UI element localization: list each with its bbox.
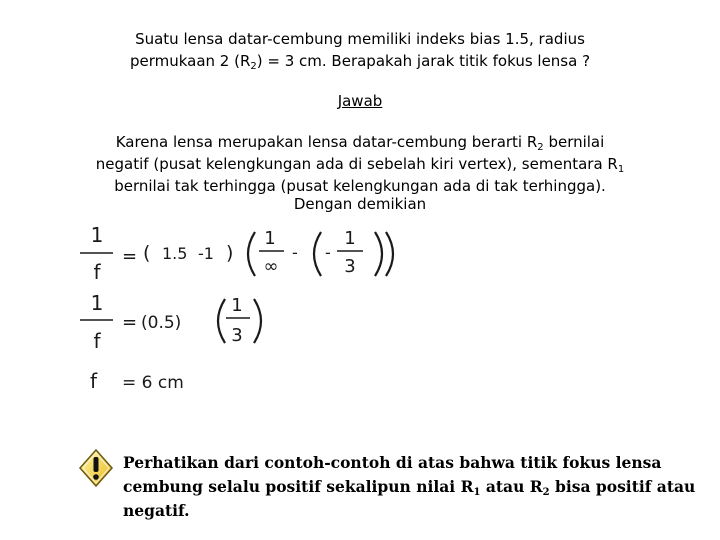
note-line-1: Perhatikan dari contoh-contoh di atas bahwa titik fokus lensa (123, 453, 662, 472)
subscript: 2 (250, 61, 257, 72)
note-line-3: negatif. (123, 501, 190, 520)
eq1-frac2-numerator: 1 (344, 228, 356, 249)
eq2-coefficient: (0.5) (141, 313, 182, 333)
note-text-segment: cembung selalu positif sekalipun nilai R (123, 477, 474, 496)
subscript: 1 (473, 487, 481, 498)
eq2-big-close-paren (254, 299, 261, 343)
eq1-lhs-numerator: 1 (90, 223, 104, 247)
explanation-text: Karena lensa merupakan lensa datar-cembung berarti R (115, 133, 538, 151)
eq1-big-close-paren-2 (386, 232, 393, 276)
eq1-lhs-denominator: f (93, 260, 101, 284)
equation-1 (80, 223, 393, 284)
explanation-line-3: bernilai tak terhingga (pusat kelengkungan ada di tak terhingga). (114, 177, 606, 195)
question-text: permukaan 2 (R (129, 52, 251, 70)
equation-3 (90, 369, 184, 393)
explanation-text: bernilai (543, 133, 605, 151)
eq1-frac1-numerator: 1 (264, 228, 276, 249)
eq2-frac-denominator: 3 (231, 325, 243, 346)
subscript: 1 (617, 164, 625, 175)
note-text-segment: bisa positif atau (549, 477, 696, 496)
question-text: ) = 3 cm. Berapakah jarak titik fokus lensa ? (256, 52, 591, 70)
explanation-line-4: Dengan demikian (293, 195, 427, 213)
eq1-negative-sign: - (325, 243, 331, 262)
question-line-1: Suatu lensa datar-cembung memiliki indeks bias 1.5, radius (135, 30, 585, 48)
note-line-2 (123, 475, 703, 499)
note-text (123, 451, 703, 523)
eq2-equals: = (122, 312, 138, 333)
eq1-big-open-paren-2 (314, 232, 321, 276)
equation-2 (80, 291, 261, 353)
eq1-equals: = (122, 246, 138, 267)
subscript: 2 (542, 487, 550, 498)
eq1-minus: - (292, 243, 298, 262)
eq1-frac2-denominator: 3 (344, 256, 356, 277)
answer-heading: Jawab (337, 92, 383, 110)
eq2-lhs-numerator: 1 (90, 291, 104, 315)
eq1-open-paren: ( (143, 242, 151, 264)
eq1-frac1-denominator: ∞ (263, 256, 279, 277)
eq3-result: = 6 cm (122, 373, 184, 393)
eq2-lhs-denominator: f (93, 329, 101, 353)
eq1-big-open-paren (248, 232, 255, 276)
eq3-lhs: f (90, 369, 98, 393)
explanation-text: negatif (pusat kelengkungan ada di sebelah kiri vertex), sementara R (95, 155, 618, 173)
eq1-minus-one: -1 (198, 244, 214, 263)
eq1-index: 1.5 (162, 244, 188, 263)
warning-icon (78, 448, 114, 488)
note-text-segment: atau R (480, 477, 543, 496)
eq1-close-paren: ) (226, 242, 234, 264)
eq2-big-open-paren (218, 299, 225, 343)
eq1-big-close-paren (375, 232, 382, 276)
eq2-frac-numerator: 1 (231, 295, 243, 316)
subscript: 2 (537, 142, 544, 153)
